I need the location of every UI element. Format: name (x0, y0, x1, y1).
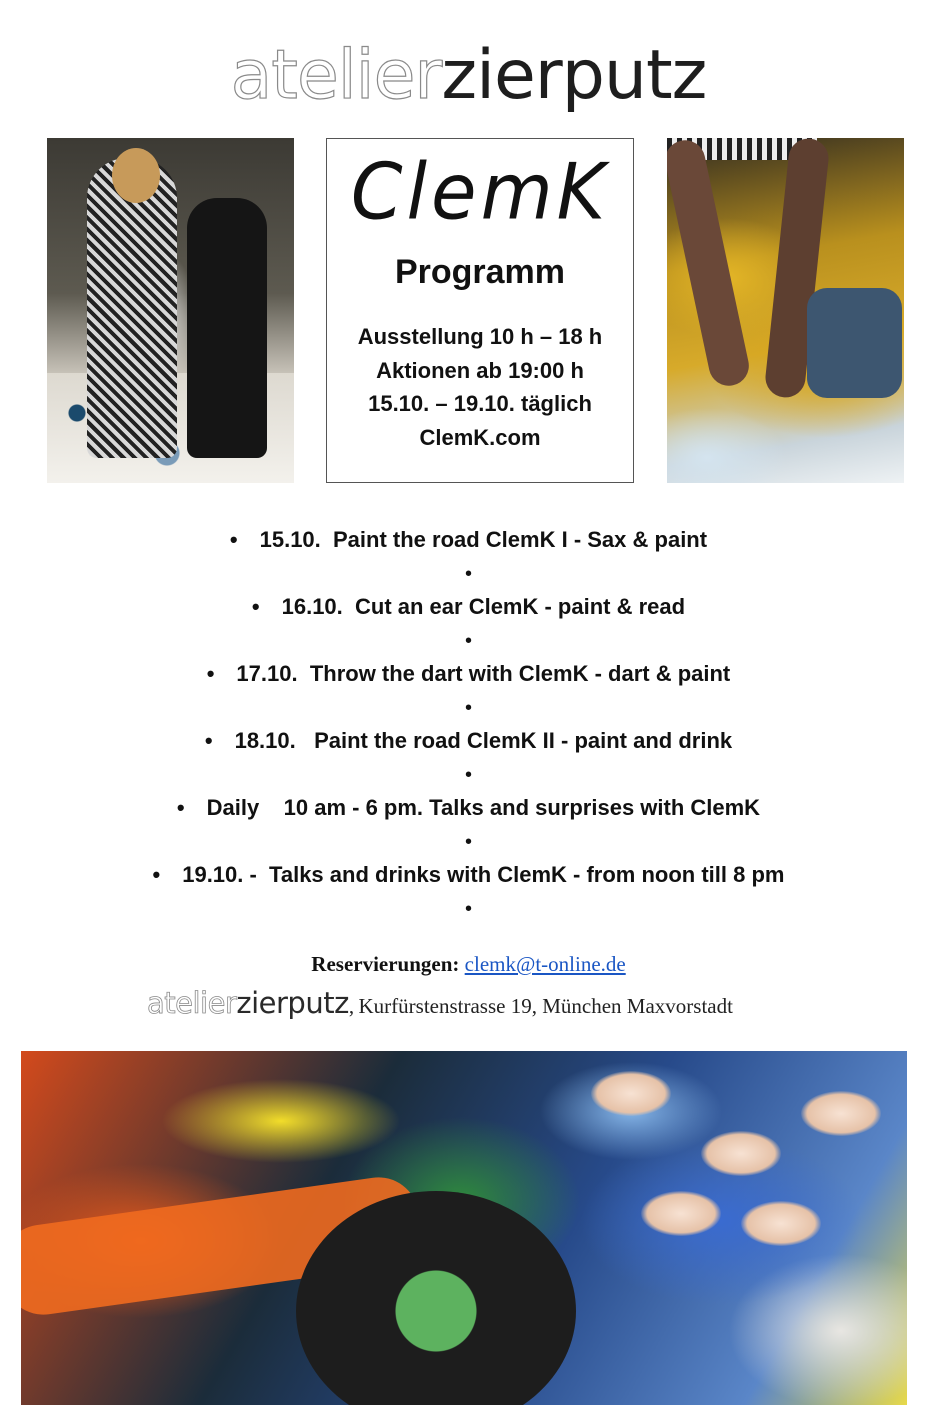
bullet: • (464, 563, 472, 585)
program-box (326, 138, 634, 483)
leg-left (667, 138, 753, 389)
event-text: 16.10. Cut an ear ClemK - paint & read (281, 594, 686, 619)
event-list (0, 522, 937, 924)
event-text: 17.10. Throw the dart with ClemK - dart & paint (236, 661, 731, 686)
event-text: 19.10. - Talks and drinks with ClemK - from noon till 8 pm (182, 862, 785, 887)
feather (641, 1191, 721, 1236)
logo-dark-part: zierputz (236, 986, 349, 1020)
event-text: 15.10. Paint the road ClemK I - Sax & paint (259, 527, 708, 552)
bullet: • (176, 795, 185, 820)
bullet: • (464, 898, 472, 920)
bullet: • (251, 594, 260, 619)
logo-dark-part: zierputz (441, 36, 707, 115)
dancer-in-black (187, 198, 267, 458)
woman-in-patterned-dress (87, 158, 177, 458)
feather (741, 1201, 821, 1246)
info-actions-time: Aktionen ab 19:00 h (376, 357, 584, 383)
logo-light-part: atelier (147, 986, 237, 1020)
feather (801, 1091, 881, 1136)
reservation-label: Reservierungen: (311, 952, 460, 976)
event-text: Daily 10 am - 6 pm. Talks and surprises with ClemK (206, 795, 761, 820)
event-item (0, 790, 937, 857)
dancers-photo (47, 138, 294, 483)
bullet: • (229, 527, 238, 552)
info-dates: 15.10. – 19.10. täglich (368, 391, 592, 416)
event-text: 18.10. Paint the road ClemK II - paint and drink (234, 728, 733, 753)
feather (591, 1071, 671, 1116)
clemk-title: ClemK (350, 146, 610, 238)
blonde-hair (112, 148, 160, 203)
programm-heading: Programm (394, 253, 566, 291)
feather (701, 1131, 781, 1176)
bullet: • (464, 831, 472, 853)
address-separator: , (348, 994, 355, 1018)
event-item (0, 656, 937, 723)
event-item (0, 589, 937, 656)
event-item (0, 522, 937, 589)
bullet: • (206, 661, 215, 686)
painted-floor-feet-photo (667, 138, 904, 483)
bullet: • (152, 862, 161, 887)
logo-light-part: atelier (230, 36, 442, 115)
bullet: • (204, 728, 213, 753)
atelier-zierputz-small-logo (147, 986, 349, 1020)
program-info (327, 320, 633, 454)
address-line (147, 986, 847, 1020)
info-website[interactable]: ClemK.com (419, 424, 541, 450)
bullet: • (464, 630, 472, 652)
event-item (0, 723, 937, 790)
abstract-painting-with-record (21, 1051, 907, 1405)
reservation-line (0, 952, 937, 977)
event-item (0, 857, 937, 924)
jeans-leg (807, 288, 902, 398)
bullet: • (464, 697, 472, 719)
reservation-email-link[interactable]: clemk@t-online.de (464, 952, 626, 976)
bullet: • (464, 764, 472, 786)
info-exhibition-hours: Ausstellung 10 h – 18 h (357, 324, 603, 349)
atelier-zierputz-logo (0, 36, 937, 116)
address-text: Kurfürstenstrasse 19, München Maxvorstadt (358, 994, 733, 1018)
